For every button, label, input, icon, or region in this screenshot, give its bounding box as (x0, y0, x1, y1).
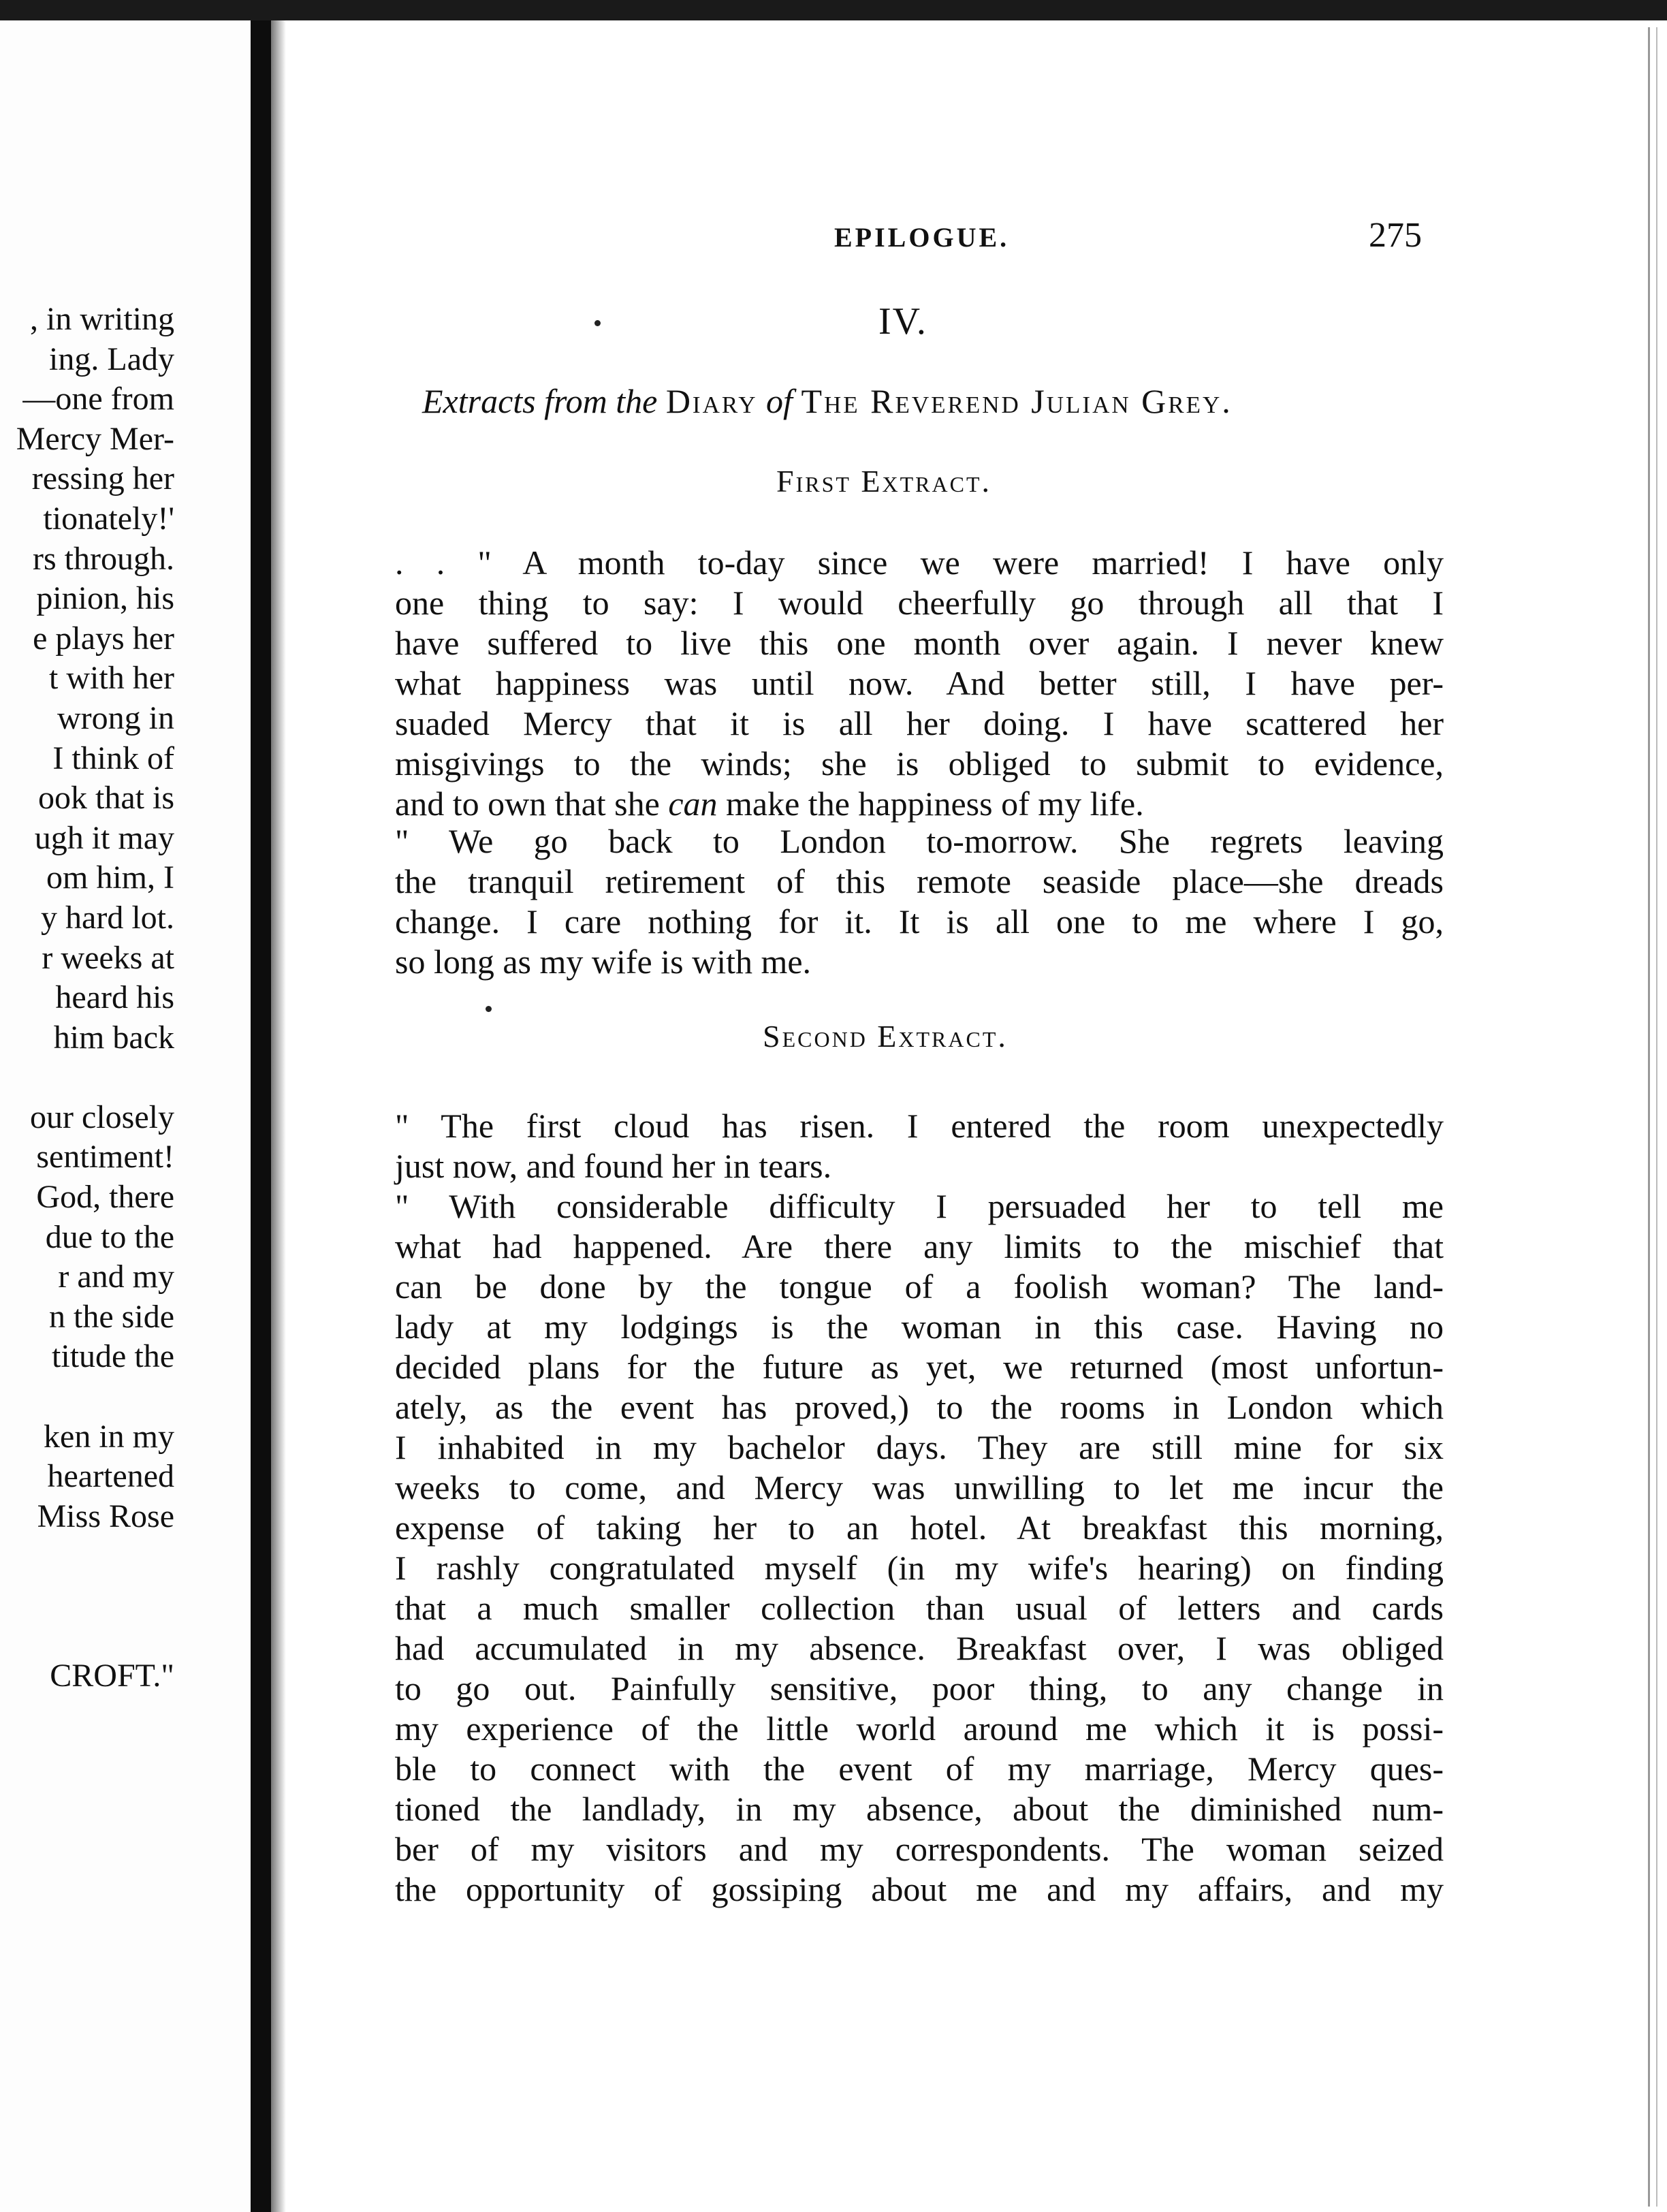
text-line: tioned the landlady, in my absence, about the diminished num- (395, 1790, 1444, 1828)
emphasis-can: can (668, 785, 718, 823)
diary-title (422, 381, 1416, 421)
facing-line: ook that is (38, 780, 174, 817)
first-extract-paragraph-2 (395, 821, 1444, 982)
facing-line: ken in my (44, 1418, 174, 1455)
section-number: IV. (878, 300, 927, 343)
facing-page-text (16, 300, 174, 1696)
page-edge (1648, 27, 1650, 2207)
title-diary: Diary (665, 382, 758, 420)
facing-line: , in writing (30, 301, 174, 337)
text-line: " We go back to London to-morrow. She regrets leaving (395, 822, 1444, 860)
facing-line: titude the (52, 1338, 174, 1375)
facing-line: ressing her (31, 460, 174, 497)
text-line: that a much smaller collection than usual of letters and cards (395, 1589, 1444, 1627)
facing-line: pinion, his (36, 580, 174, 617)
text-line: change. I care nothing for it. It is all one to me where I go, (395, 902, 1444, 941)
text-line: the tranquil retirement of this remote seaside place—she dreads (395, 862, 1444, 900)
text-line: what happiness was until now. And better still, I have per- (395, 664, 1444, 702)
facing-line: ing. Lady (49, 341, 174, 377)
facing-line: t with her (49, 660, 174, 697)
text-line: the opportunity of gossiping about me and my affairs, and my (395, 1870, 1444, 1908)
title-extracts-from: Extracts from the (422, 382, 658, 420)
print-speck (594, 320, 601, 326)
scan-border-top (0, 0, 1667, 20)
text-line: to go out. Painfully sensitive, poor thing, to any change in (395, 1669, 1444, 1707)
text-line: so long as my wife is with me. (395, 943, 812, 981)
text-line: ately, as the event has proved,) to the rooms in London which (395, 1388, 1444, 1426)
second-extract-paragraph-2 (395, 1186, 1444, 1910)
facing-line: e plays her (33, 620, 174, 657)
first-extract-heading: First Extract. (776, 464, 992, 499)
text-line: ble to connect with the event of my marriage, Mercy ques- (395, 1750, 1444, 1788)
facing-line: wrong in (57, 699, 174, 736)
facing-line: our closely (30, 1099, 174, 1135)
facing-line: om him, I (46, 859, 174, 896)
facing-line: heartened (47, 1458, 174, 1495)
second-extract-paragraph-1 (395, 1106, 1444, 1186)
facing-line: I think of (52, 740, 174, 776)
text-line: I rashly congratulated myself (in my wife's hearing) on finding (395, 1549, 1444, 1587)
text-line: had accumulated in my absence. Breakfast over, I was obliged (395, 1629, 1444, 1667)
text-line: one thing to say: I would cheerfully go through all that I (395, 584, 1444, 622)
facing-line: him back (53, 1019, 174, 1056)
title-of: of (766, 382, 793, 420)
first-extract-paragraph-1 (395, 543, 1444, 824)
running-head: EPILOGUE. (834, 222, 1010, 253)
facing-line: due to the (45, 1218, 174, 1255)
print-speck (486, 1006, 492, 1012)
page-edge (1656, 27, 1657, 2207)
title-name: The Reverend Julian Grey. (801, 382, 1233, 420)
text-line: ber of my visitors and my correspondents. The woman seized (395, 1830, 1444, 1868)
facing-line: tionately!' (43, 500, 174, 537)
text-line: expense of taking her to an hotel. At breakfast this morning, (395, 1508, 1444, 1547)
facing-line: heard his (55, 979, 174, 1016)
text-line: I inhabited in my bachelor days. They are still mine for six (395, 1428, 1444, 1466)
text-line: my experience of the little world around me which it is possi- (395, 1709, 1444, 1748)
facing-line: God, there (36, 1179, 174, 1216)
facing-line: y hard lot. (41, 899, 174, 936)
facing-line: Mercy Mer- (16, 420, 174, 457)
facing-line: —one from (22, 381, 174, 417)
text-line: weeks to come, and Mercy was unwilling to let me incur the (395, 1468, 1444, 1506)
facing-line: CROFT." (50, 1658, 174, 1694)
facing-line (16, 1617, 174, 1657)
facing-line (16, 1577, 174, 1617)
book-gutter (251, 20, 271, 2212)
text-line: decided plans for the future as yet, we returned (most unfortun- (395, 1348, 1444, 1386)
facing-line (16, 1058, 174, 1098)
facing-line: r weeks at (42, 939, 174, 976)
facing-line: n the side (49, 1298, 174, 1335)
text-line: what had happened. Are there any limits to the mischief that (395, 1227, 1444, 1265)
text-line: misgivings to the winds; she is obliged to submit to evidence, (395, 744, 1444, 783)
text-line: suaded Mercy that it is all her doing. I have scattered her (395, 704, 1444, 742)
facing-line: ugh it may (34, 819, 174, 856)
text-line: " The first cloud has risen. I entered the room unexpectedly (395, 1107, 1444, 1145)
facing-line: r and my (58, 1259, 174, 1295)
text-line: . . " A month to-day since we were married! I have only (395, 543, 1444, 582)
text-line: and to own that she can make the happiness of my life. (395, 785, 1144, 823)
gutter-shadow (271, 20, 286, 2212)
page-number: 275 (1369, 216, 1422, 255)
facing-line: rs through. (33, 540, 174, 577)
facing-line (16, 1377, 174, 1417)
text-line: " With considerable difficulty I persuaded her to tell me (395, 1187, 1444, 1225)
second-extract-heading: Second Extract. (763, 1019, 1008, 1054)
text-line: can be done by the tongue of a foolish woman? The land- (395, 1267, 1444, 1306)
facing-line: Miss Rose (37, 1498, 174, 1534)
text-line: have suffered to live this one month over again. I never knew (395, 624, 1444, 662)
text-line: lady at my lodgings is the woman in this case. Having no (395, 1308, 1444, 1346)
text-line: just now, and found her in tears. (395, 1147, 832, 1185)
facing-line (16, 1536, 174, 1577)
facing-line: sentiment! (36, 1139, 174, 1175)
facing-page-left (0, 20, 249, 2212)
